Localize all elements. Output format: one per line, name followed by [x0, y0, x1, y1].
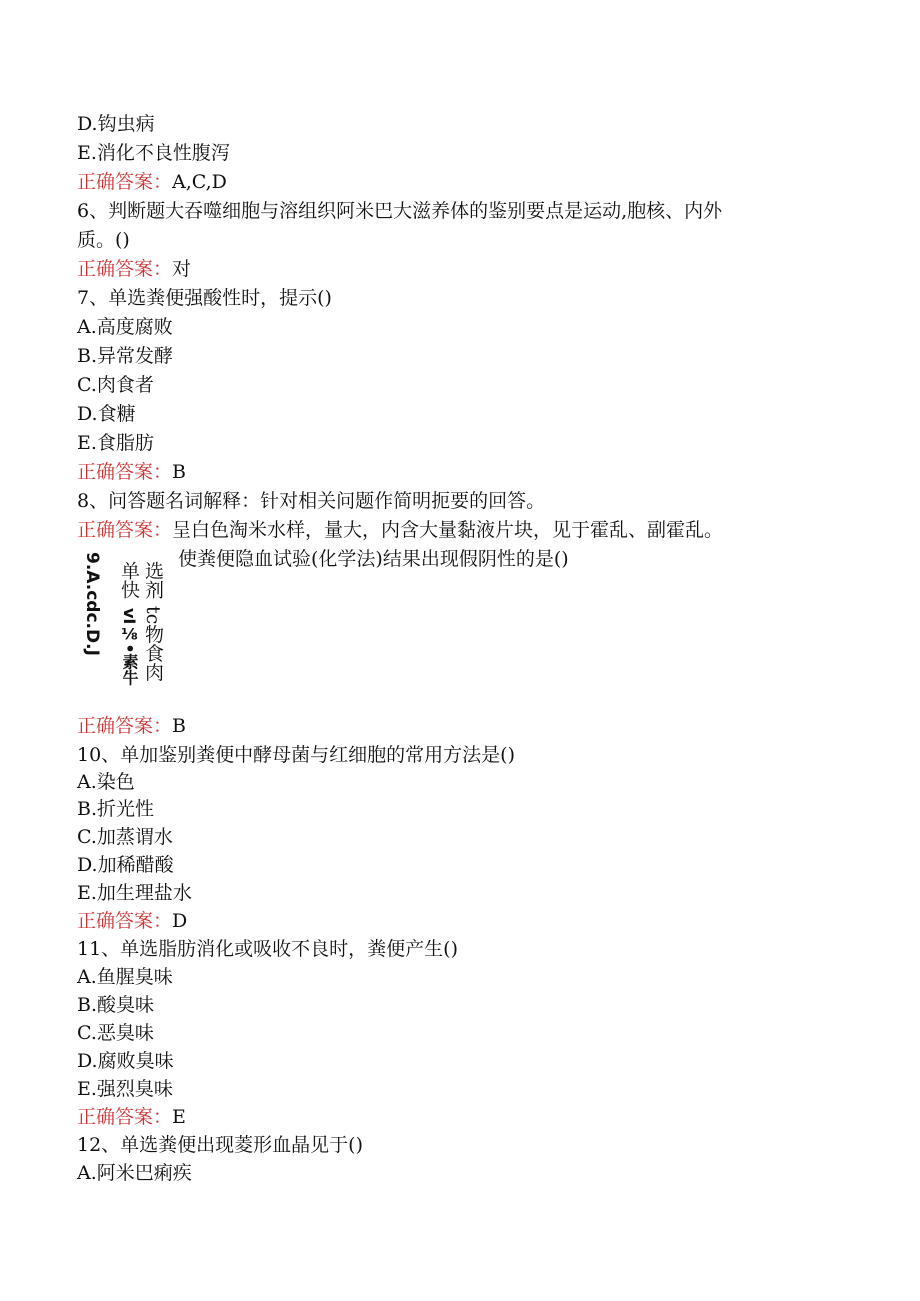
answer-value: 对	[172, 258, 192, 280]
answer-value: 呈白色淘米水样，量大，内含大量黏液片块，见于霍乱、副霍乱。	[172, 519, 724, 541]
answer-label: 正确答案：	[77, 258, 173, 280]
q11-option-a: A.鱼腥臭味	[77, 966, 173, 988]
column-c-text: 选剂	[142, 561, 164, 599]
q10-option-a: A.染色	[77, 771, 135, 793]
q10-option-e: E.加生理盐水	[77, 882, 192, 904]
q11-option-d: D.腐败臭味	[77, 1050, 174, 1072]
answer-value: A,C,D	[172, 171, 227, 193]
answer-value: D	[172, 910, 188, 932]
question-9-column-b	[117, 608, 141, 686]
column-a-text: 单快	[118, 561, 140, 599]
answer-label: 正确答案：	[77, 461, 173, 483]
question-7: 7、单选粪便强酸性时，提示()	[77, 287, 332, 309]
q11-option-c: C.恶臭味	[77, 1022, 154, 1044]
answer-value: E	[172, 1106, 186, 1128]
q7-option-d: D.食糖	[77, 403, 136, 425]
question-9-column-a	[117, 561, 141, 599]
q11-option-b: B.酸臭味	[77, 994, 155, 1016]
q7-option-e: E.食脂肪	[77, 432, 154, 454]
question-8: 8、问答题名词解释：针对相关问题作简明扼要的回答。	[77, 490, 546, 512]
question-6-line2: 质。()	[77, 229, 130, 251]
answer-label: 正确答案：	[77, 910, 173, 932]
answer-5	[77, 169, 227, 195]
question-6-line1: 6、判断题大吞噬细胞与溶组织阿米巴大滋养体的鉴别要点是运动,胞核、内外	[77, 200, 723, 222]
answer-8	[77, 517, 723, 543]
answer-10	[77, 908, 187, 934]
answer-7	[77, 459, 186, 485]
column-d-text: tc物食肉	[142, 606, 164, 682]
answer-label: 正确答案：	[77, 171, 173, 193]
q7-option-c: C.肉食者	[77, 374, 154, 396]
question-11: 11、单选脂肪消化或吸收不良时，粪便产生()	[77, 938, 459, 960]
answer-label: 正确答案：	[77, 715, 173, 737]
answer-label: 正确答案：	[77, 1106, 173, 1128]
answer-9	[77, 713, 186, 739]
q12-option-a: A.阿米巴痢疾	[77, 1162, 192, 1184]
option-d-hookworm: D.钩虫病	[77, 113, 155, 135]
question-9-column-d	[141, 606, 165, 681]
question-12: 12、单选粪便出现菱形血晶见于()	[77, 1134, 364, 1156]
answer-11	[77, 1104, 186, 1130]
option-e-indigestion: E.消化不良性腹泻	[77, 142, 230, 164]
answer-value: B	[172, 715, 186, 737]
q10-option-b: B.折光性	[77, 798, 155, 820]
question-9-rotated-label: 9.A.cdc.D.J	[82, 552, 102, 656]
column-b-text: vI⅛•素牛	[120, 608, 139, 686]
q7-option-b: B.异常发酵	[77, 345, 174, 367]
answer-label: 正确答案：	[77, 519, 173, 541]
q7-option-a: A.高度腐败	[77, 316, 173, 338]
question-9-column-c	[141, 561, 165, 599]
answer-6	[77, 256, 191, 282]
question-10: 10、单加鉴别粪便中酵母菌与红细胞的常用方法是()	[77, 744, 516, 766]
question-9-text: 使粪便隐血试验(化学法)结果出现假阴性的是()	[178, 548, 569, 570]
answer-value: B	[172, 461, 186, 483]
q10-option-c: C.加蒸谓水	[77, 826, 173, 848]
q10-option-d: D.加稀醋酸	[77, 854, 174, 876]
q11-option-e: E.强烈臭味	[77, 1078, 173, 1100]
